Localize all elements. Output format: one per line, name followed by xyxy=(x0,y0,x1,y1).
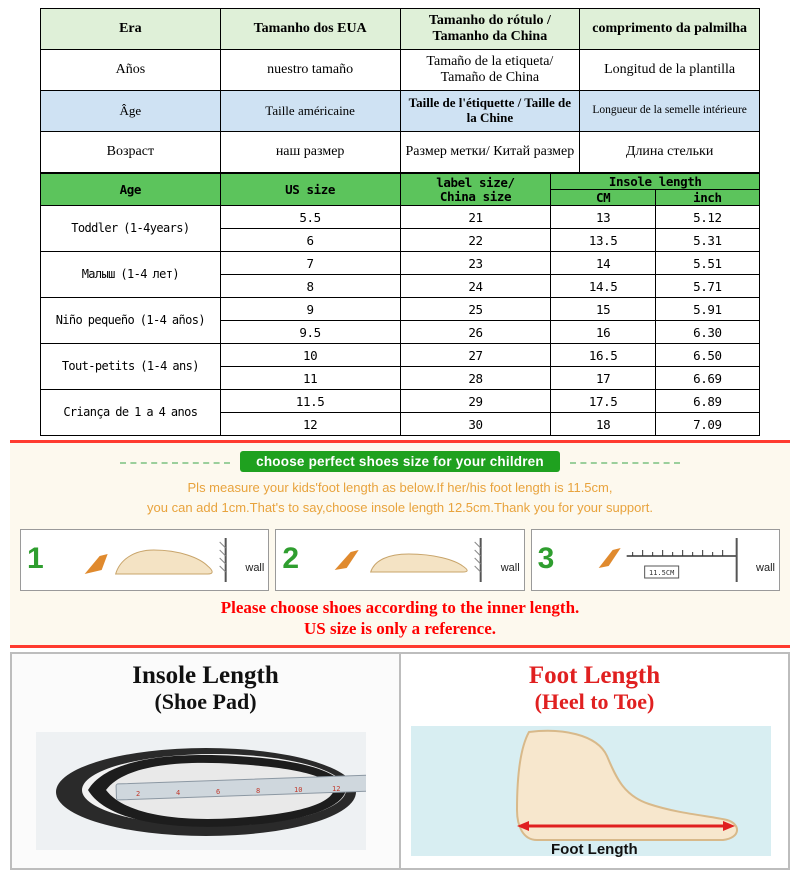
step-2 xyxy=(275,529,524,591)
table-row-spanish xyxy=(41,50,760,91)
table-row xyxy=(41,298,760,321)
cell-us-size: 10 xyxy=(220,344,400,367)
cell-inch: 5.51 xyxy=(655,252,759,275)
step-3 xyxy=(531,529,780,591)
svg-text:4: 4 xyxy=(176,789,181,798)
foot-illustration-area xyxy=(411,726,771,859)
cell-label-size: 22 xyxy=(400,229,551,252)
cell-age: Tout-petits (1-4 ans) xyxy=(41,344,221,390)
insole-title-line1: Insole Length xyxy=(132,662,279,690)
header-cell-ru-insole: Длина стельки xyxy=(580,132,760,173)
header-cell-era-label: Tamanho do rótulo / Tamanho da China xyxy=(400,9,580,50)
svg-text:12: 12 xyxy=(332,785,341,794)
cell-age: Toddler (1-4years) xyxy=(41,206,221,252)
foot-title-line2: (Heel to Toe) xyxy=(534,689,655,715)
cell-inch: 6.89 xyxy=(655,390,759,413)
header-cell-es-age: Años xyxy=(41,50,221,91)
header-cell-era-insole: comprimento da palmilha xyxy=(580,9,760,50)
cell-label-size: 25 xyxy=(400,298,551,321)
cell-inch: 5.91 xyxy=(655,298,759,321)
cell-age: Niño pequeño (1-4 años) xyxy=(41,298,221,344)
col-header-label-size-line2: China size xyxy=(439,188,512,204)
foot-length-title xyxy=(401,654,788,715)
cell-us-size: 5.5 xyxy=(220,206,400,229)
cell-inch: 7.09 xyxy=(655,413,759,436)
dashed-divider-right xyxy=(570,462,680,464)
dashed-divider-left xyxy=(120,462,230,464)
table-row xyxy=(41,252,760,275)
comparison-panel xyxy=(10,652,790,870)
cell-label-size: 21 xyxy=(400,206,551,229)
insole-title-line2: (Shoe Pad) xyxy=(154,689,257,715)
cell-us-size: 6 xyxy=(220,229,400,252)
step-3-ruler-diagram xyxy=(532,530,779,590)
col-header-insole-title: Insole length xyxy=(551,174,759,190)
cell-age: Малыш (1-4 лет) xyxy=(41,252,221,298)
cell-cm: 13 xyxy=(551,206,655,229)
cell-cm: 14 xyxy=(551,252,655,275)
cell-us-size: 9 xyxy=(220,298,400,321)
header-cell-era-us: Tamanho dos EUA xyxy=(220,9,400,50)
header-cell-es-label: Tamaño de la etiqueta/ Tamaño de China xyxy=(400,50,580,91)
cell-inch: 6.30 xyxy=(655,321,759,344)
col-header-label-size xyxy=(400,174,551,206)
insole-length-column xyxy=(12,654,401,868)
header-cell-fr-age: Âge xyxy=(41,91,221,132)
cell-inch: 6.50 xyxy=(655,344,759,367)
step-1-number: 1 xyxy=(27,541,44,575)
svg-text:10: 10 xyxy=(294,786,303,795)
header-cell-ru-age: Возраст xyxy=(41,132,221,173)
table-row-french xyxy=(41,91,760,132)
instruction-line-2: you can add 1cm.That's to say,choose insole length 12.5cm.Thank you for your support. xyxy=(147,500,653,516)
step-1-foot-diagram xyxy=(21,530,268,590)
size-chart-page xyxy=(0,8,800,859)
banner-row xyxy=(10,451,790,472)
step-2-foot-diagram xyxy=(276,530,523,590)
cell-cm: 16.5 xyxy=(551,344,655,367)
cell-us-size: 11 xyxy=(220,367,400,390)
step-illustrations xyxy=(20,529,780,591)
col-header-us-size: US size xyxy=(220,174,400,206)
cell-cm: 14.5 xyxy=(551,275,655,298)
header-cell-fr-label: Taille de l'étiquette / Taille de la Chine xyxy=(400,91,580,132)
table-row xyxy=(41,390,760,413)
cell-inch: 6.69 xyxy=(655,367,759,390)
cell-cm: 17.5 xyxy=(551,390,655,413)
step-2-number: 2 xyxy=(282,541,300,575)
step-1 xyxy=(20,529,269,591)
shoe-pad-photo xyxy=(36,732,366,850)
cell-cm: 16 xyxy=(551,321,655,344)
shoe-insole-illustration xyxy=(36,732,366,850)
cell-us-size: 9.5 xyxy=(220,321,400,344)
instruction-line-1: Pls measure your kids'foot length as below.If her/his foot length is 11.5cm, xyxy=(187,480,613,496)
cell-cm: 13.5 xyxy=(551,229,655,252)
multilingual-header-table xyxy=(40,8,760,173)
cell-cm: 15 xyxy=(551,298,655,321)
cell-cm: 17 xyxy=(551,367,655,390)
cell-us-size: 7 xyxy=(220,252,400,275)
foot-length-label: Foot Length xyxy=(551,841,638,859)
cell-us-size: 12 xyxy=(220,413,400,436)
table-row-era xyxy=(41,9,760,50)
col-header-label-size-line1: label size/ xyxy=(436,174,515,190)
col-header-insole-inch: inch xyxy=(693,190,722,206)
data-table-header-row xyxy=(41,174,760,206)
cell-label-size: 30 xyxy=(400,413,551,436)
header-cell-fr-us: Taille américaine xyxy=(220,91,400,132)
col-header-insole-cm: CM xyxy=(551,190,655,205)
header-cell-ru-us: наш размер xyxy=(220,132,400,173)
step-3-wall-label: wall xyxy=(756,561,775,574)
svg-text:11.5CM: 11.5CM xyxy=(648,568,674,577)
panel-banner: choose perfect shoes size for your children xyxy=(240,451,560,472)
warning-line-1: Please choose shoes according to the inner length. xyxy=(220,597,580,617)
header-cell-ru-label: Размер метки/ Китай размер xyxy=(400,132,580,173)
table-row xyxy=(41,344,760,367)
col-header-insole-length xyxy=(551,174,760,206)
cell-us-size: 8 xyxy=(220,275,400,298)
cell-inch: 5.71 xyxy=(655,275,759,298)
svg-text:2: 2 xyxy=(136,790,141,799)
cell-age: Criança de 1 a 4 anos xyxy=(41,390,221,436)
instruction-text xyxy=(10,478,790,518)
cell-us-size: 11.5 xyxy=(220,390,400,413)
table-row-russian xyxy=(41,132,760,173)
foot-length-column xyxy=(401,654,788,868)
warning-text xyxy=(10,597,790,640)
cell-inch: 5.31 xyxy=(655,229,759,252)
svg-text:8: 8 xyxy=(256,787,261,796)
header-cell-era-age: Era xyxy=(41,9,221,50)
cell-label-size: 27 xyxy=(400,344,551,367)
col-header-age: Age xyxy=(41,174,221,206)
cell-label-size: 28 xyxy=(400,367,551,390)
foot-length-illustration xyxy=(411,726,771,859)
insole-length-title xyxy=(12,654,399,715)
header-cell-es-insole: Longitud de la plantilla xyxy=(580,50,760,91)
cell-cm: 18 xyxy=(551,413,655,436)
size-data-table xyxy=(40,173,760,436)
cell-label-size: 26 xyxy=(400,321,551,344)
measurement-instruction-panel xyxy=(10,440,790,648)
table-row xyxy=(41,206,760,229)
step-1-wall-label: wall xyxy=(245,561,265,574)
step-3-number: 3 xyxy=(537,541,555,575)
warning-line-2: US size is only a reference. xyxy=(304,618,496,638)
svg-text:6: 6 xyxy=(216,788,221,797)
header-cell-fr-insole: Longueur de la semelle intérieure xyxy=(580,91,760,132)
foot-title-line1: Foot Length xyxy=(528,662,661,690)
cell-inch: 5.12 xyxy=(655,206,759,229)
step-2-wall-label: wall xyxy=(500,561,520,574)
cell-label-size: 29 xyxy=(400,390,551,413)
header-cell-es-us: nuestro tamaño xyxy=(220,50,400,91)
cell-label-size: 24 xyxy=(400,275,551,298)
cell-label-size: 23 xyxy=(400,252,551,275)
